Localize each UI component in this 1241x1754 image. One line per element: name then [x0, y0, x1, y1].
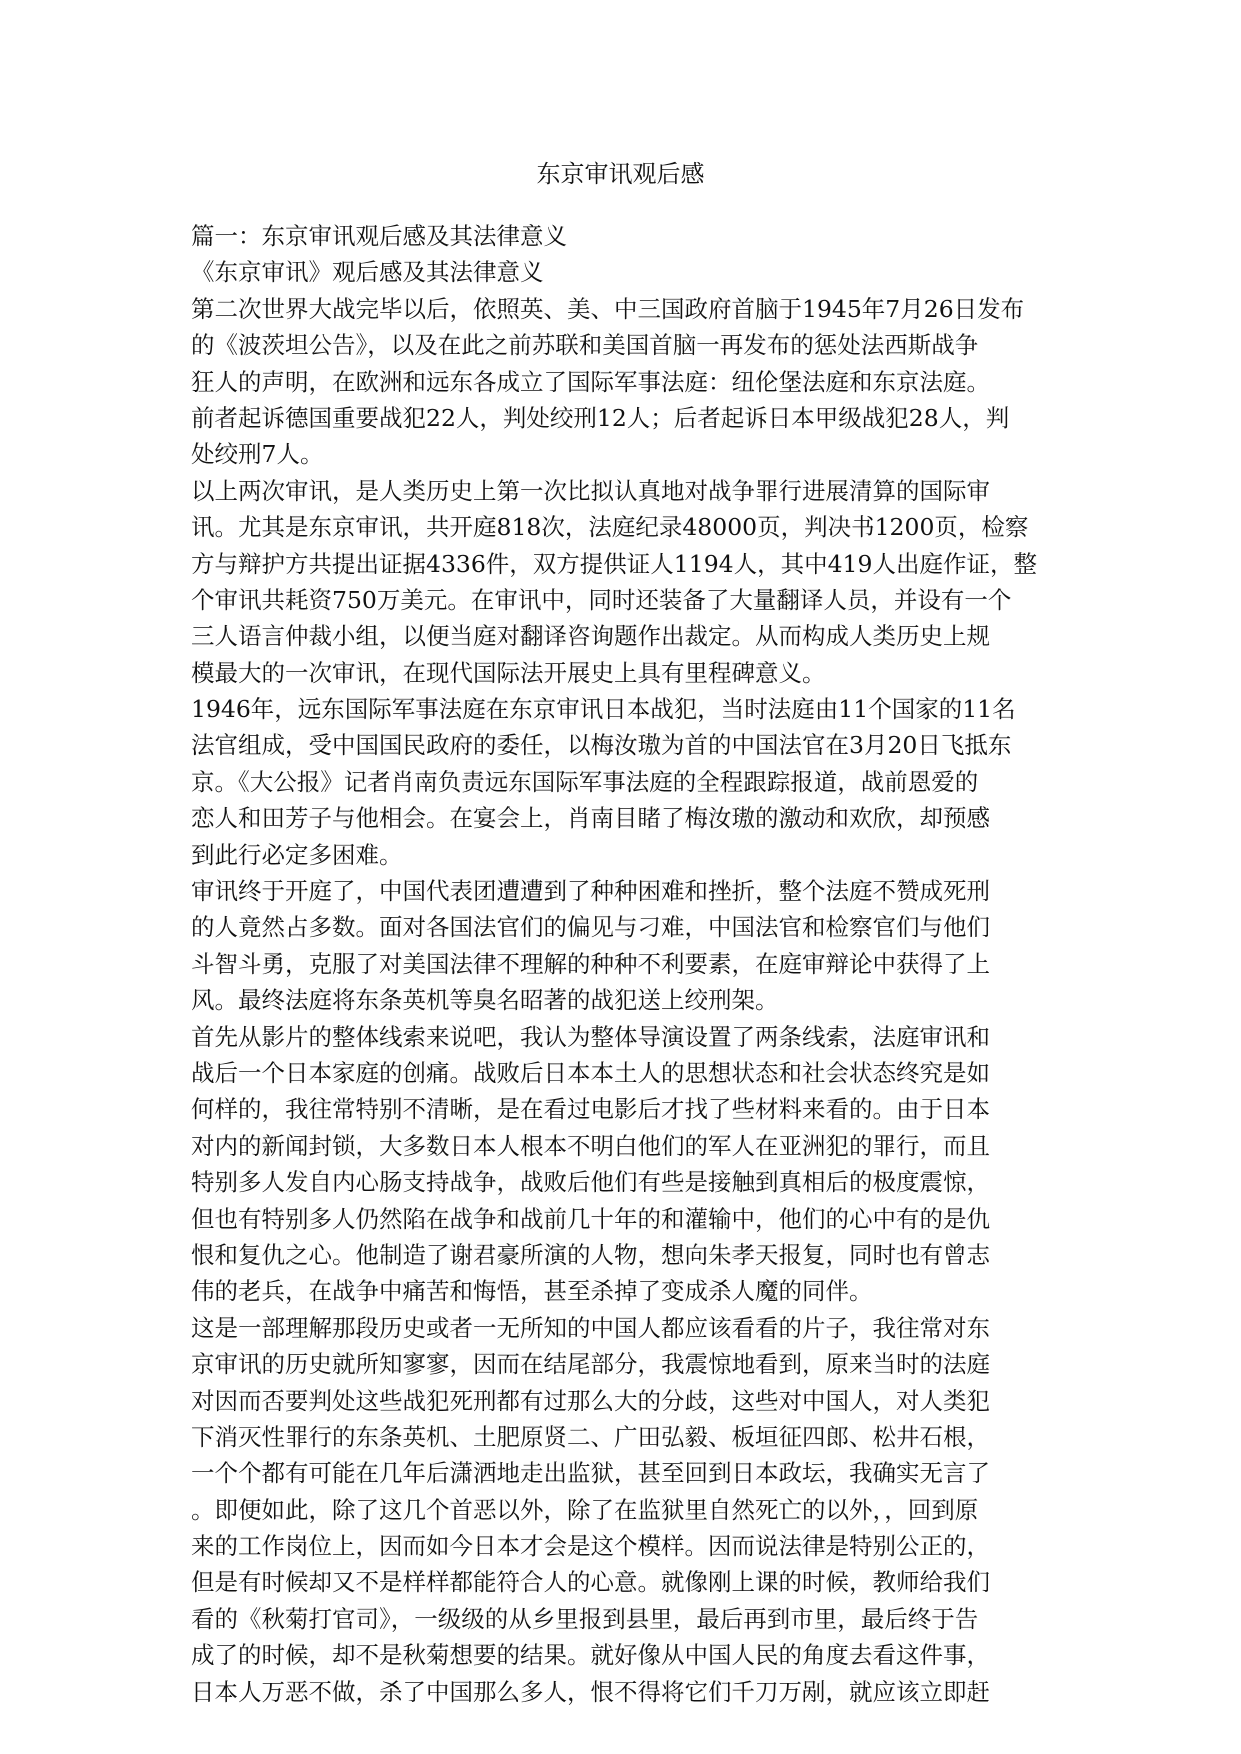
text-line: 看的《秋菊打官司》，一级级的从乡里报到县里，最后再到市里，最后终于告 [191, 1604, 979, 1633]
text-line: 1946年，远东国际军事法庭在东京审讯日本战犯，当时法庭由11个国家的11名 [191, 695, 1016, 724]
text-line: 战后一个日本家庭的创痛。战败后日本本土人的思想状态和社会状态终究是如 [191, 1058, 990, 1087]
text-line: 一个个都有可能在几年后潇洒地走出监狱，甚至回到日本政坛，我确实无言了 [191, 1459, 990, 1488]
text-line: 第二次世界大战完毕以后，依照英、美、中三国政府首脑于1945年7月26日发布 [191, 294, 1025, 323]
text-line: 日本人万恶不做，杀了中国那么多人，恨不得将它们千刀万剐，就应该立即赶 [191, 1677, 990, 1706]
text-line: 风。最终法庭将东条英机等臭名昭著的战犯送上绞刑架。 [191, 986, 779, 1015]
text-line: 下消灭性罪行的东条英机、土肥原贤二、广田弘毅、板垣征四郎、松井石根， [191, 1422, 990, 1451]
document-title: 东京审讯观后感 [536, 160, 705, 188]
text-line: 狂人的声明，在欧洲和远东各成立了国际军事法庭：纽伦堡法庭和东京法庭。 [191, 367, 990, 396]
text-line: 但也有特别多人仍然陷在战争和战前几十年的和灌输中，他们的心中有的是仇 [191, 1204, 990, 1233]
text-line: 以上两次审讯，是人类历史上第一次比拟认真地对战争罪行进展清算的国际审 [191, 476, 990, 505]
text-line: 的《波茨坦公告》，以及在此之前苏联和美国首脑一再发布的惩处法西斯战争 [191, 331, 979, 360]
text-line: 审讯终于开庭了，中国代表团遭遭到了种种困难和挫折，整个法庭不赞成死刑 [191, 877, 990, 906]
text-line: 对因而否要判处这些战犯死刑都有过那么大的分歧，这些对中国人，对人类犯 [191, 1386, 990, 1415]
text-line: 方与辩护方共提出证据4336件，双方提供证人1194人，其中419人出庭作证，整 [191, 549, 1037, 578]
text-line: 三人语言仲裁小组，以便当庭对翻译咨询题作出裁定。从而构成人类历史上规 [191, 622, 990, 651]
text-line: 模最大的一次审讯，在现代国际法开展史上具有里程碑意义。 [191, 658, 826, 687]
text-line: 但是有时候却又不是样样都能符合人的心意。就像刚上课的时候，教师给我们 [191, 1568, 990, 1597]
document-body [191, 218, 1049, 1710]
text-line: 到此行必定多困难。 [191, 840, 403, 869]
text-line: 特别多人发自内心肠支持战争，战败后他们有些是接触到真相后的极度震惊， [191, 1168, 990, 1197]
text-line: 个审讯共耗资750万美元。在审讯中，同时还装备了大量翻译人员，并设有一个 [191, 585, 1012, 614]
text-line: 成了的时候，却不是秋菊想要的结果。就好像从中国人民的角度去看这件事， [191, 1641, 990, 1670]
text-line: 这是一部理解那段历史或者一无所知的中国人都应该看看的片子，我往常对东 [191, 1313, 990, 1342]
text-line: 何样的，我往常特别不清晰，是在看过电影后才找了些材料来看的。由于日本 [191, 1095, 990, 1124]
text-line: 京。《大公报》记者肖南负责远东国际军事法庭的全程跟踪报道，战前恩爱的 [191, 767, 979, 796]
text-line: 讯。尤其是东京审讯，共开庭818次，法庭纪录48000页，判决书1200页，检察 [191, 513, 1029, 542]
text-line: 京审讯的历史就所知寥寥，因而在结尾部分，我震惊地看到，原来当时的法庭 [191, 1350, 990, 1379]
text-line: 《东京审讯》观后感及其法律意义 [191, 258, 544, 287]
text-line: 恨和复仇之心。他制造了谢君豪所演的人物，想向朱孝天报复，同时也有曾志 [191, 1240, 990, 1269]
text-line: 处绞刑7人。 [191, 440, 324, 469]
text-line: 前者起诉德国重要战犯22人，判处绞刑12人；后者起诉日本甲级战犯28人，判 [191, 403, 1010, 432]
text-line: 恋人和田芳子与他相会。在宴会上，肖南目睹了梅汝璈的激动和欢欣，却预感 [191, 804, 990, 833]
text-line: 来的工作岗位上，因而如今日本才会是这个模样。因而说法律是特别公正的， [191, 1532, 990, 1561]
text-line: 首先从影片的整体线索来说吧，我认为整体导演设置了两条线索，法庭审讯和 [191, 1022, 990, 1051]
text-line: 伟的老兵，在战争中痛苦和悔悟，甚至杀掉了变成杀人魔的同伴。 [191, 1277, 873, 1306]
text-line: 对内的新闻封锁，大多数日本人根本不明白他们的军人在亚洲犯的罪行，而且 [191, 1131, 990, 1160]
text-line: 的人竟然占多数。面对各国法官们的偏见与刁难，中国法官和检察官们与他们 [191, 913, 990, 942]
text-line: 篇一：东京审讯观后感及其法律意义 [191, 222, 567, 250]
text-line: 。即便如此，除了这几个首恶以外，除了在监狱里自然死亡的以外，，回到原 [191, 1495, 979, 1524]
text-line: 法官组成，受中国国民政府的委任，以梅汝璈为首的中国法官在3月20日飞抵东 [191, 731, 1012, 760]
text-line: 斗智斗勇，克服了对美国法律不理解的种种不利要素，在庭审辩论中获得了上 [191, 949, 990, 978]
